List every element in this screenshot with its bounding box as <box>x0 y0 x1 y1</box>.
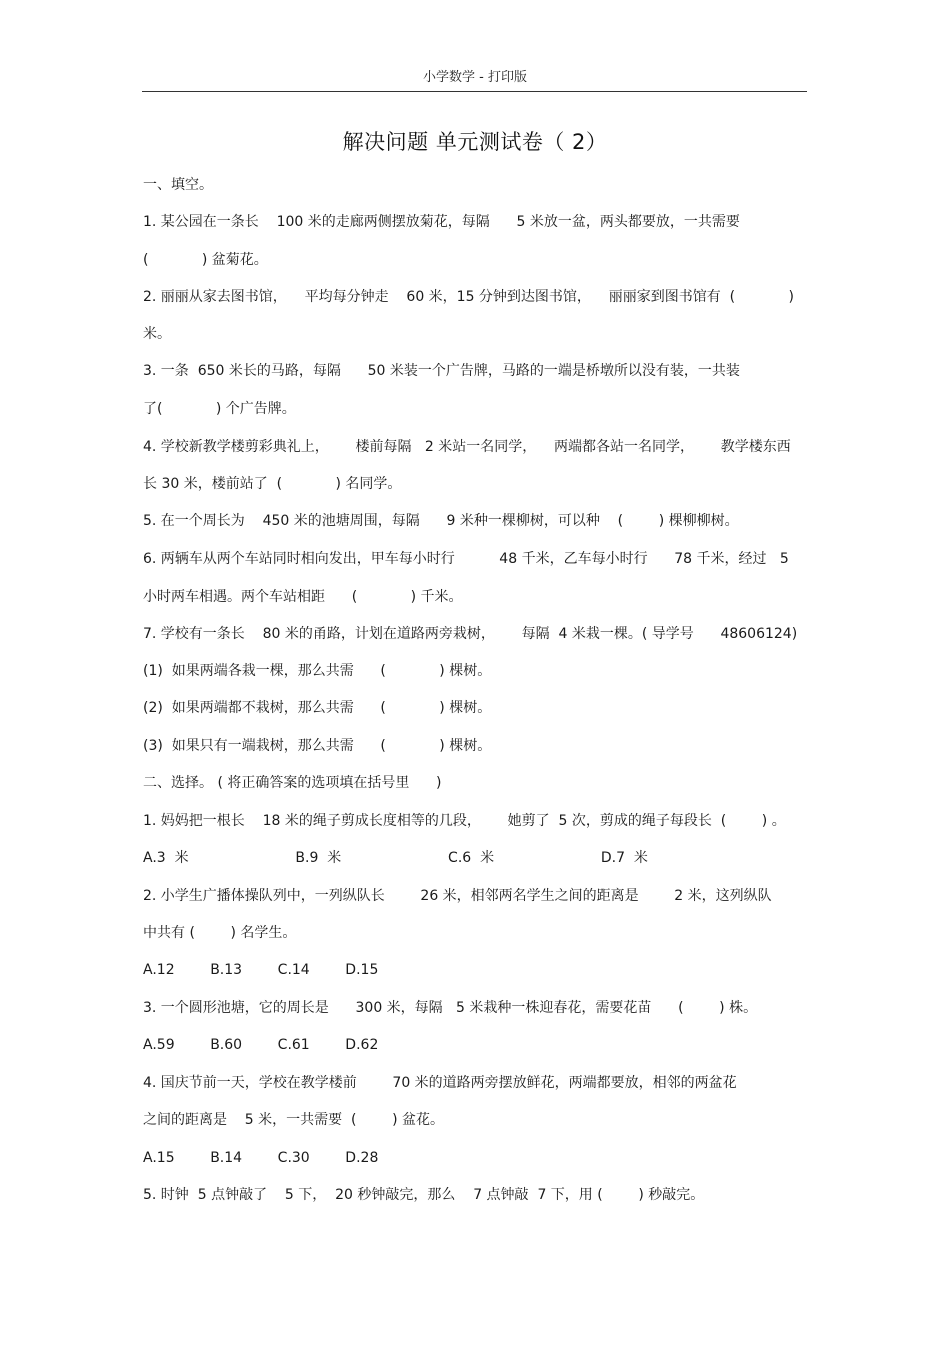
question-line: ( ) 盆菊花。 <box>143 252 268 268</box>
question-line: 2. 小学生广播体操队列中，一列纵队长 26 米，相邻两名学生之间的距离是 2 米，这列纵队 <box>143 888 772 904</box>
section-heading-choice: 二、选择。 ( 将正确答案的选项填在括号里 ) <box>143 775 442 791</box>
question-line: (3) 如果只有一端栽树，那么共需 ( ) 棵树。 <box>143 738 492 754</box>
question-line: 2. 丽丽从家去图书馆， 平均每分钟走 60 米，15 分钟到达图书馆， 丽丽家到图书馆有 ( ) <box>143 289 794 305</box>
question-line: 4. 学校新教学楼剪彩典礼上， 楼前每隔 2 米站一名同学， 两端都各站一名同学， 教学楼东西 <box>143 439 791 455</box>
question-line: 了( ) 个广告牌。 <box>143 401 296 417</box>
header-rule <box>142 91 807 92</box>
page-header: 小学数学 - 打印版 <box>423 70 527 85</box>
question-line: 长 30 米，楼前站了 ( ) 名同学。 <box>143 476 402 492</box>
answer-options: A.3 米 B.9 米 C.6 米 D.7 米 <box>143 850 648 866</box>
question-line: 3. 一条 650 米长的马路，每隔 50 米装一个广告牌，马路的一端是桥墩所以没有装，一共装 <box>143 363 740 379</box>
section-heading-fill-in: 一、填空。 <box>143 177 213 193</box>
question-line: 7. 学校有一条长 80 米的甬路，计划在道路两旁栽树， 每隔 4 米栽一棵。( 导学号 48606124) <box>143 626 798 642</box>
question-line: 1. 某公园在一条长 100 米的走廊两侧摆放菊花，每隔 5 米放一盆，两头都要放，一共需要 <box>143 214 740 230</box>
question-line: 3. 一个圆形池塘，它的周长是 300 米，每隔 5 米栽种一株迎春花，需要花苗 ( ) 株。 <box>143 1000 758 1016</box>
answer-options: A.59 B.60 C.61 D.62 <box>143 1037 379 1053</box>
answer-options: A.15 B.14 C.30 D.28 <box>143 1150 379 1166</box>
question-line: 米。 <box>143 326 171 342</box>
question-line: 5. 时钟 5 点钟敲了 5 下， 20 秒钟敲完，那么 7 点钟敲 7 下，用 ( ) 秒敲完。 <box>143 1187 705 1203</box>
question-line: 小时两车相遇。两个车站相距 ( ) 千米。 <box>143 589 463 605</box>
question-line: 中共有 ( ) 名学生。 <box>143 925 297 941</box>
answer-options: A.12 B.13 C.14 D.15 <box>143 962 379 978</box>
page-title: 解决问题 单元测试卷（ 2） <box>342 130 608 154</box>
question-line: 1. 妈妈把一根长 18 米的绳子剪成长度相等的几段， 她剪了 5 次，剪成的绳子每段长 ( ) 。 <box>143 813 786 829</box>
question-line: 之间的距离是 5 米，一共需要 ( ) 盆花。 <box>143 1112 445 1128</box>
question-line: (1) 如果两端各栽一棵，那么共需 ( ) 棵树。 <box>143 663 492 679</box>
question-line: 5. 在一个周长为 450 米的池塘周围，每隔 9 米种一棵柳树，可以种 ( ) 棵柳柳树。 <box>143 513 739 529</box>
question-line: 6. 两辆车从两个车站同时相向发出，甲车每小时行 48 千米，乙车每小时行 78 千米，经过 5 <box>143 551 789 567</box>
question-line: 4. 国庆节前一天，学校在教学楼前 70 米的道路两旁摆放鲜花，两端都要放，相邻的两盆花 <box>143 1075 737 1091</box>
question-line: (2) 如果两端都不栽树，那么共需 ( ) 棵树。 <box>143 700 492 716</box>
